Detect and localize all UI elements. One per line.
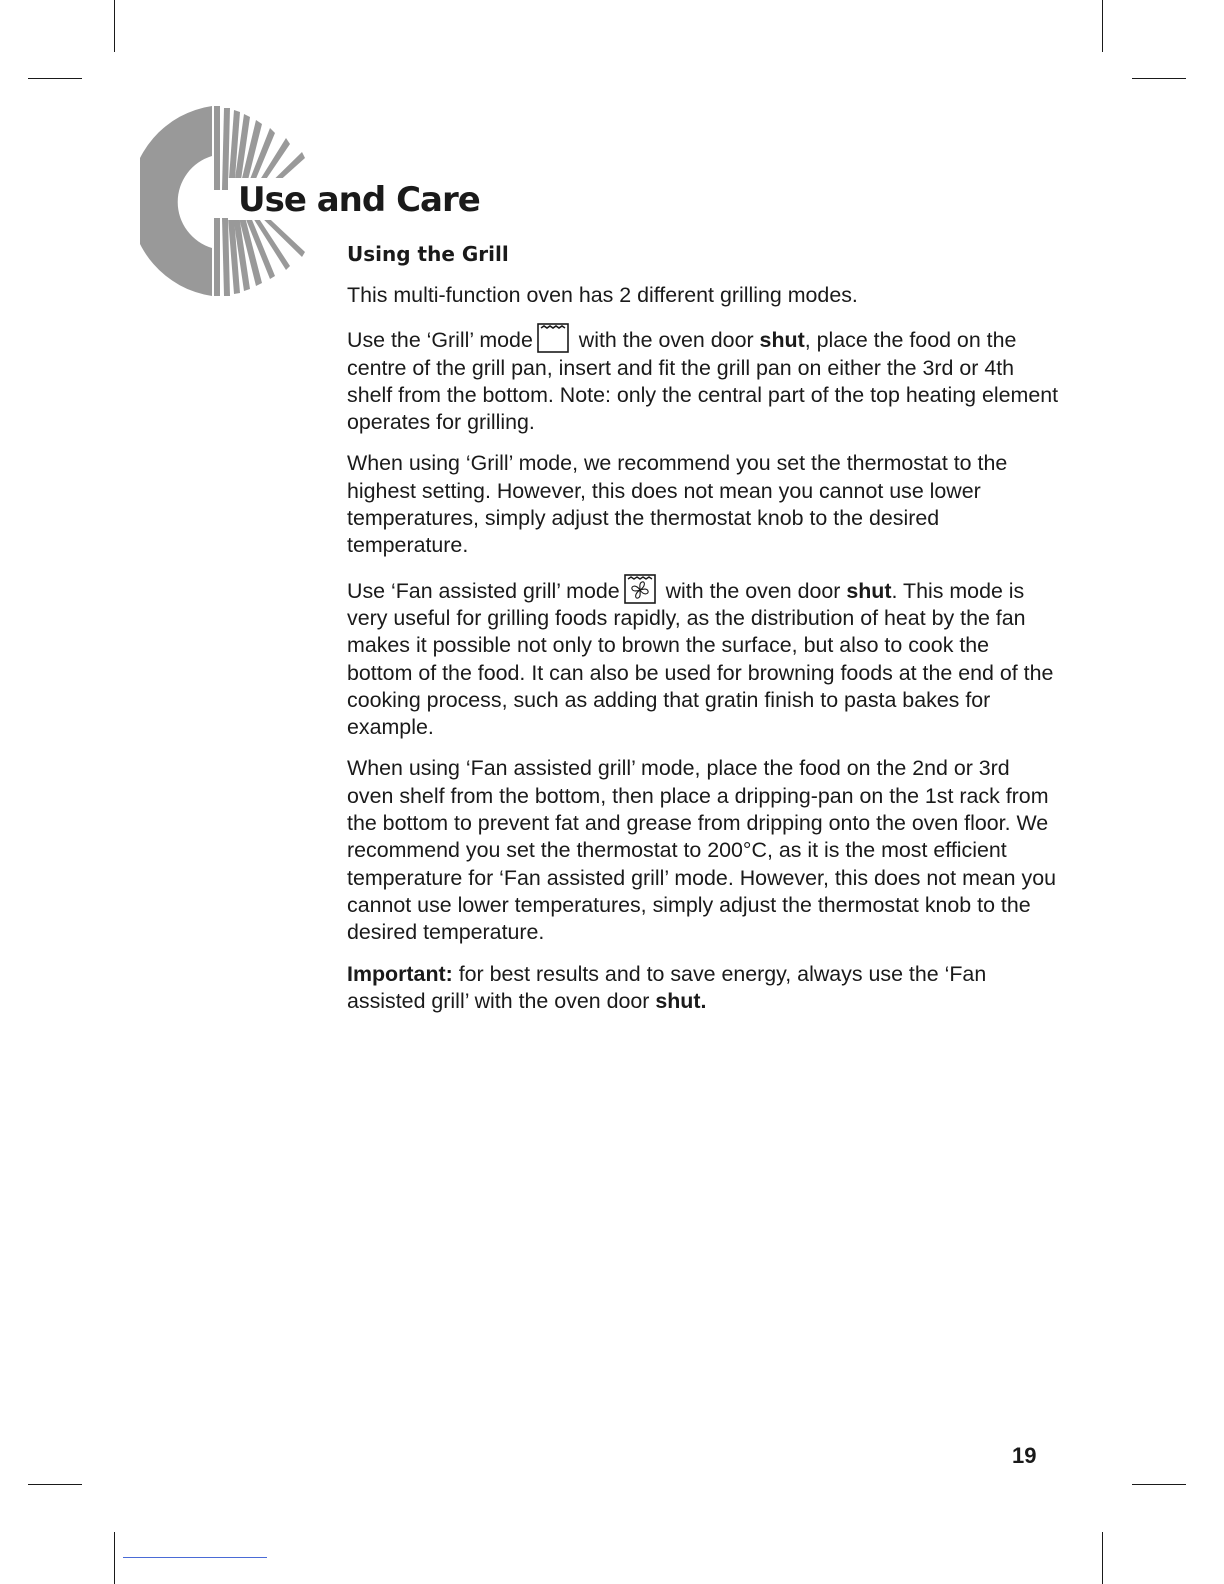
paragraph-fan-grill-placement: When using ‘Fan assisted grill’ mode, place the food on the 2nd or 3rd oven shelf from the bottom, then place a dripping-pan on the 1st rack from the bottom to prevent fat and grease from dripping onto the oven floor. We recommend you set the thermostat to 200°C, as it is the most efficient temperature for ‘Fan assisted grill’ mode. However, this does not mean you cannot use lower temperatures, simply adjust the thermostat knob to the desired temperature. — [347, 756, 1057, 945]
important-label: Important: — [347, 961, 453, 986]
text-run: with the oven door — [572, 328, 760, 353]
fan-assisted-grill-icon — [624, 574, 656, 604]
body-text — [347, 282, 1059, 1029]
crop-mark — [28, 1484, 82, 1485]
page-number: 19 — [1012, 1443, 1037, 1468]
text-run: with the oven door — [659, 578, 847, 603]
section-title: Use and Care — [238, 180, 480, 220]
text-run: for best results and to save energy, always use the ‘Fan assisted grill’ with the oven door — [347, 961, 987, 1013]
logo-ray — [222, 108, 230, 190]
emphasis-shut: shut. — [655, 988, 707, 1013]
paragraph-important — [347, 961, 1059, 1016]
crop-mark — [114, 1532, 115, 1584]
logo-ray — [222, 218, 230, 296]
crop-mark — [1132, 78, 1186, 79]
paragraph-grill-mode — [347, 323, 1059, 436]
logo-ray — [214, 106, 220, 190]
crop-mark — [1132, 1484, 1186, 1485]
emphasis-shut: shut — [846, 578, 892, 603]
text-run: Use the ‘Grill’ mode — [347, 328, 533, 353]
grill-mode-icon — [537, 323, 569, 353]
crop-mark — [1102, 1532, 1103, 1584]
text-run: . This mode is very useful for grilling foods rapidly, as the distribution of heat by the fan makes it possible not only to brown the surface, but also to cook the bottom of the food. It can also be used for browning foods at the end of the cooking process, such as adding that gratin finish to pasta bakes for example. — [347, 578, 1054, 740]
paragraph-grill-thermostat: When using ‘Grill’ mode, we recommend you set the thermostat to the highest setting. However, this does not mean you cannot use lower temperatures, simply adjust the thermostat knob to the desired temperature. — [347, 451, 1008, 558]
emphasis-shut: shut — [759, 328, 805, 353]
logo-ray — [214, 218, 220, 296]
paragraph-fan-grill-mode — [347, 574, 1059, 742]
logo-arc — [140, 106, 212, 296]
text-run: Use ‘Fan assisted grill’ mode — [347, 578, 620, 603]
footer-link-underline — [123, 1557, 267, 1558]
sub-title: Using the Grill — [347, 242, 509, 266]
paragraph-intro: This multi-function oven has 2 different grilling modes. — [347, 283, 858, 307]
text-run: , place the food on the centre of the grill pan, insert and fit the grill pan on either the 3rd or 4th shelf from the bottom. Note: only the central part of the top heating element operates for grilling. — [347, 328, 1059, 435]
crop-mark — [1102, 0, 1103, 52]
crop-mark — [28, 78, 82, 79]
crop-mark — [114, 0, 115, 52]
